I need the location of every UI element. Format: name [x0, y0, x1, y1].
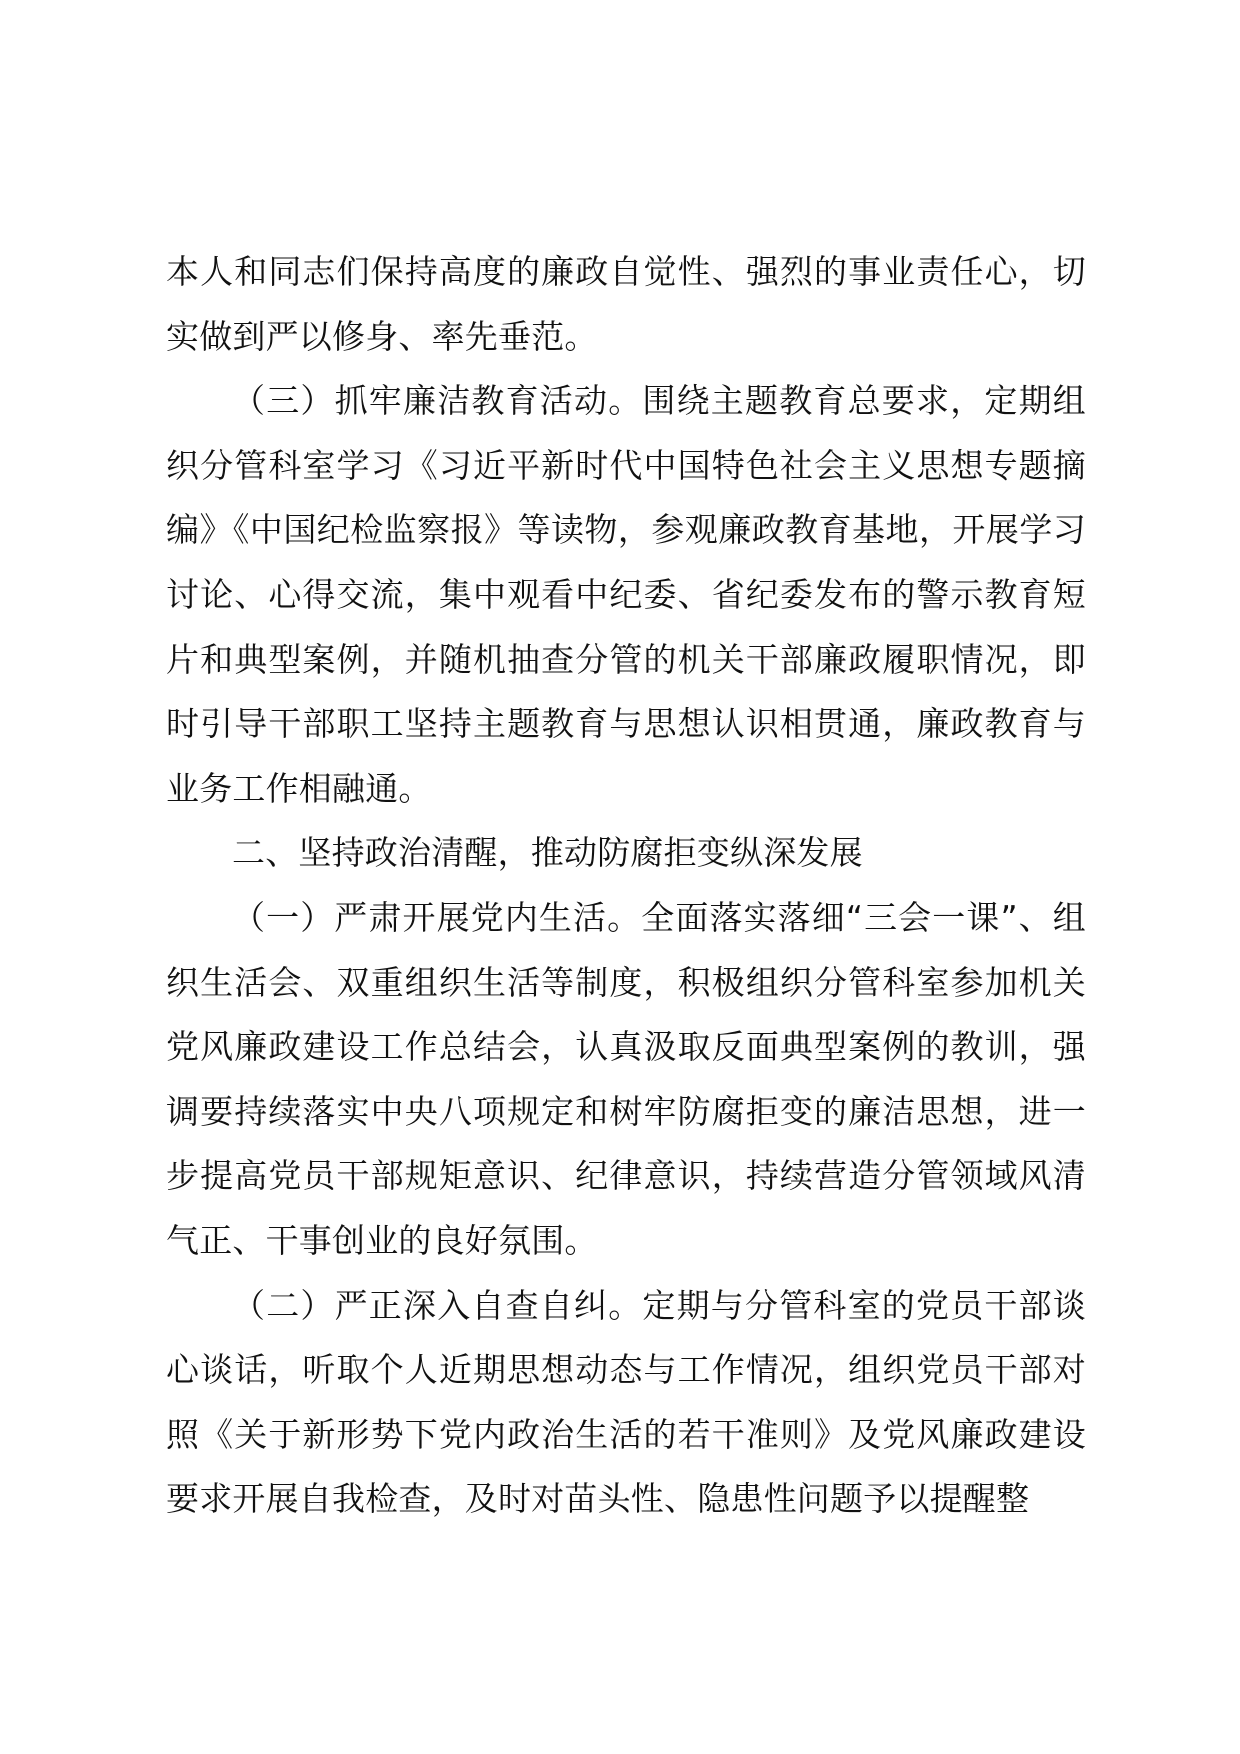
paragraph-subsection-one: （一）严肃开展党内生活。全面落实落细“三会一课”、组织生活会、双重组织生活等制度，积极组织分管科室参加机关党风廉政建设工作总结会，认真汲取反面典型案例的教训，强调要持续落实中央八项规定和树牢防腐拒变的廉洁思想，进一步提高党员干部规矩意识、纪律意识，持续营造分管领域风清气正、干事创业的良好氛围。 [166, 897, 1086, 1260]
document-body [166, 240, 1086, 1532]
paragraph-continuation: 本人和同志们保持高度的廉政自觉性、强烈的事业责任心，切实做到严以修身、率先垂范。 [166, 252, 1086, 356]
section-heading-two: 二、坚持政治清醒，推动防腐拒变纵深发展 [232, 833, 863, 873]
paragraph-subsection-two: （二）严正深入自查自纠。定期与分管科室的党员干部谈心谈话，听取个人近期思想动态与工作情况，组织党员干部对照《关于新形势下党内政治生活的若干准则》及党风廉政建设要求开展自我检查，及时对苗头性、隐患性问题予以提醒整 [166, 1285, 1086, 1519]
paragraph-section-three: （三）抓牢廉洁教育活动。围绕主题教育总要求，定期组织分管科室学习《习近平新时代中国特色社会主义思想专题摘编》《中国纪检监察报》等读物，参观廉政教育基地，开展学习讨论、心得交流，集中观看中纪委、省纪委发布的警示教育短片和典型案例，并随机抽查分管的机关干部廉政履职情况，即时引导干部职工坚持主题教育与思想认识相贯通，廉政教育与业务工作相融通。 [166, 381, 1086, 808]
